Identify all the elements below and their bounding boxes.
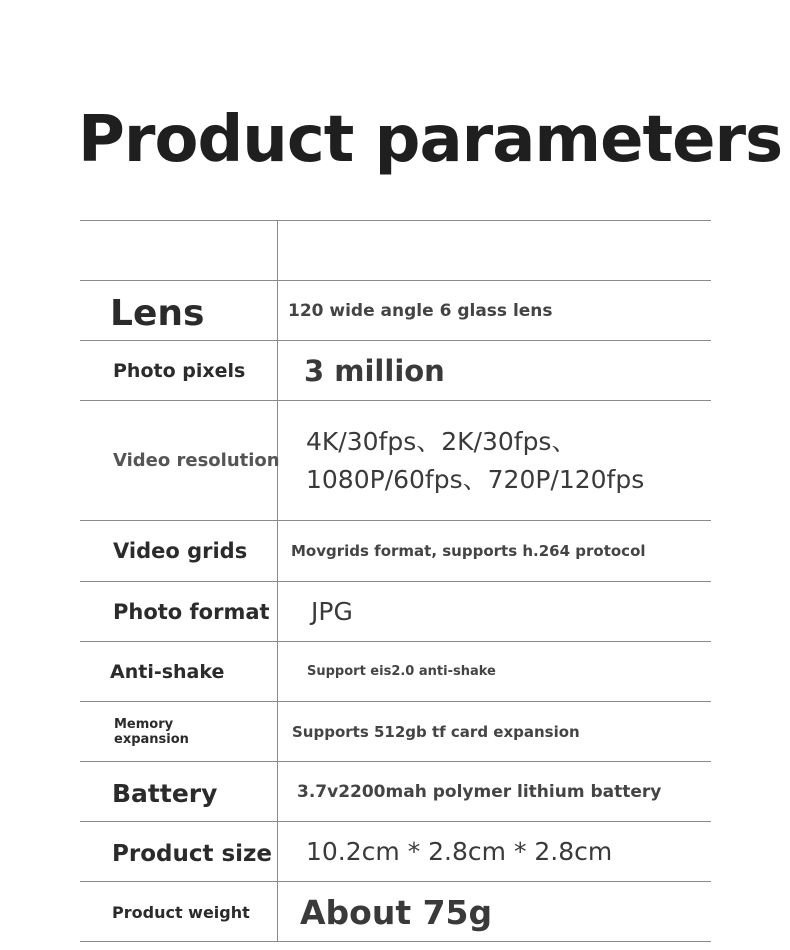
table-row-battery: [80, 761, 711, 821]
row-value-anti-shake: Support eis2.0 anti-shake: [307, 664, 496, 679]
table-row-video-grids: [80, 520, 711, 581]
memory-label-line-1: Memory: [114, 716, 174, 732]
row-value-photo-format: JPG: [311, 597, 353, 626]
memory-label-line-2: expansion: [114, 731, 189, 747]
row-label-product-size: Product size: [112, 840, 273, 867]
row-label-video-resolution: Video resolution: [113, 450, 280, 471]
column-divider: [277, 521, 278, 581]
table-row-lens: [80, 280, 711, 340]
column-divider: [277, 281, 278, 340]
table-row-video-resolution: [80, 400, 711, 520]
page-title: Product parameters: [78, 103, 783, 177]
row-value-memory-expansion: Supports 512gb tf card expansion: [292, 722, 580, 741]
row-label-product-weight: Product weight: [112, 903, 250, 922]
column-divider: [277, 221, 278, 280]
row-value-product-size: 10.2cm * 2.8cm * 2.8cm: [306, 837, 613, 866]
row-label-battery: Battery: [112, 779, 218, 808]
table-row-memory-expansion: [80, 701, 711, 761]
row-label-memory-expansion: [114, 702, 189, 761]
video-resolution-line-2: 1080P/60fps、720P/120fps: [306, 464, 645, 494]
column-divider: [277, 822, 278, 881]
column-divider: [277, 582, 278, 641]
table-row-product-weight: [80, 881, 711, 942]
table-row-photo-pixels: [80, 340, 711, 400]
row-value-photo-pixels: 3 million: [304, 353, 445, 388]
parameters-table: [80, 220, 711, 942]
column-divider: [277, 642, 278, 701]
table-row-anti-shake: [80, 641, 711, 701]
row-label-lens: Lens: [110, 293, 205, 334]
row-value-battery: 3.7v2200mah polymer lithium battery: [297, 781, 662, 802]
row-value-video-resolution: [306, 401, 644, 520]
row-value-video-grids: Movgrids format, supports h.264 protocol: [291, 542, 646, 560]
row-label-anti-shake: Anti-shake: [110, 660, 225, 683]
video-resolution-line-1: 4K/30fps、2K/30fps、: [306, 426, 577, 456]
column-divider: [277, 341, 278, 400]
column-divider: [277, 762, 278, 821]
table-row-product-size: [80, 821, 711, 881]
row-label-video-grids: Video grids: [113, 539, 248, 563]
row-label-photo-pixels: Photo pixels: [113, 359, 246, 382]
table-row-empty: [80, 220, 711, 280]
table-row-photo-format: [80, 581, 711, 641]
column-divider: [277, 702, 278, 761]
row-value-lens: 120 wide angle 6 glass lens: [288, 300, 553, 321]
row-value-product-weight: About 75g: [300, 893, 493, 932]
row-label-photo-format: Photo format: [113, 599, 270, 624]
column-divider: [277, 882, 278, 941]
